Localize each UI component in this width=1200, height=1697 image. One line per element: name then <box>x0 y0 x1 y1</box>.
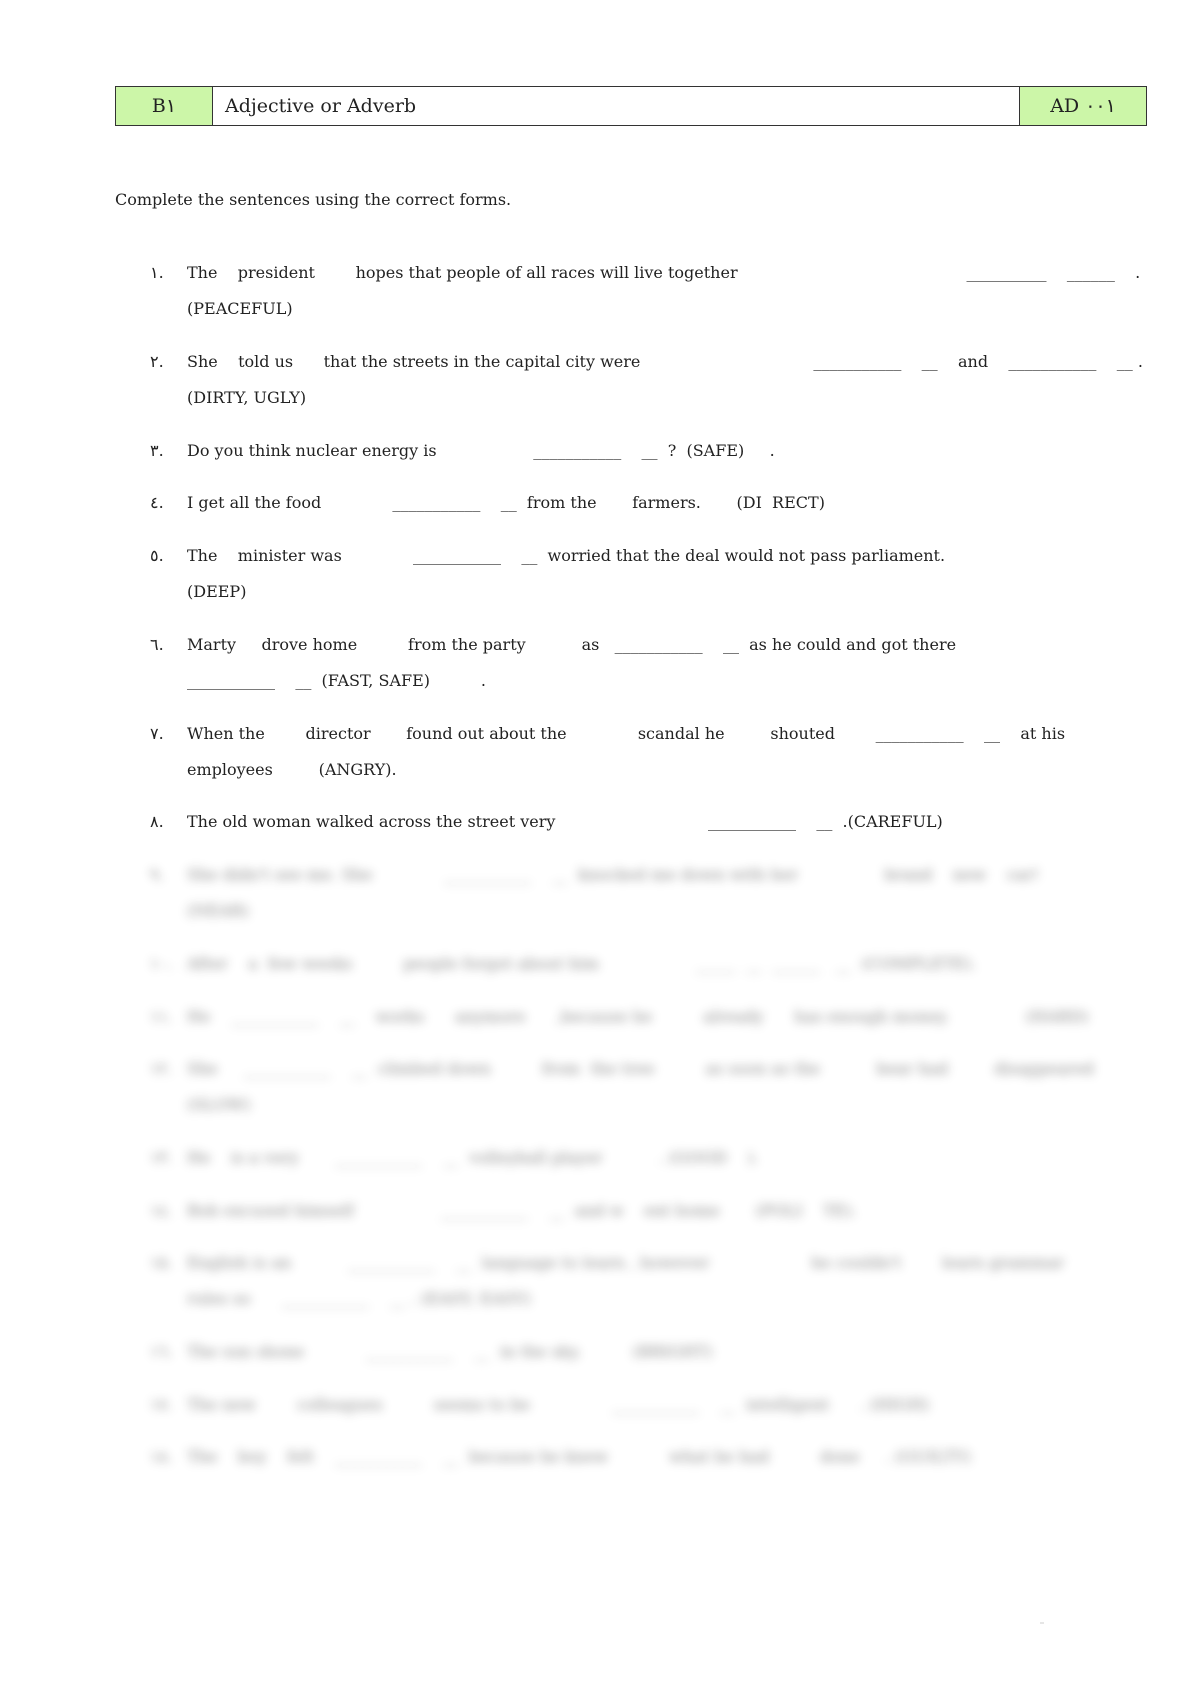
sentence-line: I get all the food ___________ __ from the farmers. (DI RECT) <box>187 493 825 512</box>
sentence-line: employees (ANGRY). <box>187 760 397 779</box>
worksheet-code: AD ٠٠١ <box>1019 87 1146 125</box>
sentence-line: (PEACEFUL) <box>187 299 293 318</box>
item-number: ٢. <box>150 352 164 371</box>
item-number: ٦. <box>150 635 164 654</box>
sentence-line: (DEEP) <box>187 582 247 601</box>
sentence-line: The sun shone ___________ __ in the sky. (BRIGHT) <box>187 1342 713 1361</box>
sentence-line: The old woman walked across the street very ___________ __ .(CAREFUL) <box>187 812 943 831</box>
worksheet-title: Adjective or Adverb <box>213 87 1019 125</box>
item-number: ١٦. <box>150 1342 173 1361</box>
sentence-line: rules so ___________ __ . (EASY, EASY) <box>187 1289 531 1308</box>
page-speck <box>1040 1622 1044 1624</box>
sentence-line: (NEAR) <box>187 901 249 920</box>
sentence-line: Bob excused himself ___________ __ and w ent home (POLI TE). <box>187 1201 857 1220</box>
item-number: ١٧. <box>150 1395 173 1414</box>
sentence-line: She didn't see me. She ___________ __ knocked me down with her brand new car! <box>187 865 1040 884</box>
sentence-line: She ___________ __ climbed down from the tree as soon as the bear had disappeared <box>187 1059 1095 1078</box>
item-number: ٧. <box>150 724 164 743</box>
sentence-line: After a few weeks people forgot about him _____ __ ______ __ (COMPLETE). <box>187 954 977 973</box>
sentence-line: The president hopes that people of all races will live together __________ ______ . <box>187 263 1141 282</box>
sentence-line: When the director found out about the scandal he shouted ___________ __ at his <box>187 724 1066 743</box>
item-number: ١٠. <box>150 954 173 973</box>
instructions: Complete the sentences using the correct forms. <box>115 190 512 209</box>
sentence-line: He is a very ___________ __ volleyball player . (GOOD ). <box>187 1148 759 1167</box>
sentence-line: The boy felt ___________ __ because he knew what he had done . (GUILTY) <box>187 1447 971 1466</box>
sentence-line: (DIRTY, UGLY) <box>187 388 307 407</box>
item-number: ١. <box>150 263 164 282</box>
item-number: ١٨. <box>150 1447 173 1466</box>
sentence-line: He ___________ __ works anymore ,because he already has enough money. (HARD) <box>187 1007 1089 1026</box>
sentence-line: ___________ __ (FAST, SAFE) . <box>187 671 486 690</box>
sentence-line: Marty drove home from the party as ___________ __ as he could and got there <box>187 635 957 654</box>
sentence-line: (SLOW) <box>187 1095 251 1114</box>
item-number: ٨. <box>150 812 164 831</box>
item-number: ٥. <box>150 546 164 565</box>
item-number: ١٤. <box>150 1201 173 1220</box>
sentence-line: The minister was ___________ __ worried that the deal would not pass parliament. <box>187 546 946 565</box>
item-number: ١٣. <box>150 1148 173 1167</box>
sentence-line: She told us that the streets in the capital city were ___________ __ and ___________ __ . <box>187 352 1143 371</box>
sentence-line: English is an ___________ __ language to learn , however he couldn't learn grammar <box>187 1253 1065 1272</box>
item-number: ٩. <box>150 865 164 884</box>
item-number: ١٥. <box>150 1253 173 1272</box>
level-label: B١ <box>116 87 213 125</box>
sentence-line: The new colleagues seems to be ___________ __ intelligent . (HIGH) <box>187 1395 930 1414</box>
item-number: ١١. <box>150 1007 173 1026</box>
item-number: ١٢. <box>150 1059 173 1078</box>
item-number: ٤. <box>150 493 164 512</box>
item-number: ٣. <box>150 441 164 460</box>
sentence-line: Do you think nuclear energy is ___________ __ ? (SAFE) . <box>187 441 775 460</box>
